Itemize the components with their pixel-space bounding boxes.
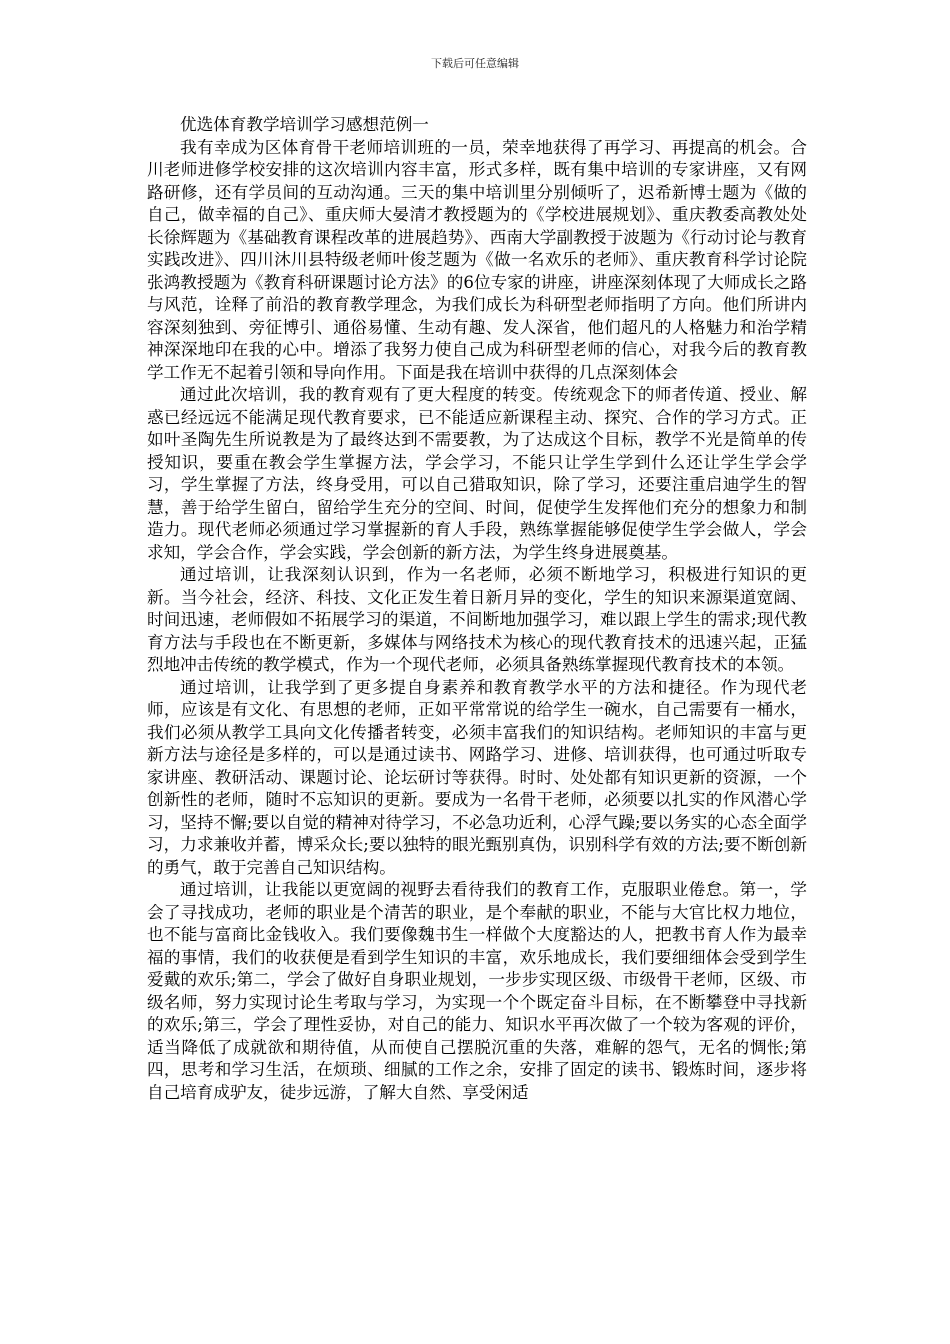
paragraph-4: 通过培训，让我学到了更多提自身素养和教育教学水平的方法和捷径。作为现代老师，应该是有文化、有思想的老师，正如平常常说的给学生一碗水，自己需要有一桶水，我们必须从教学工具向文化传播者转变，必须丰富我们的知识结构。老师知识的丰富与更新方法与途径是多样的，可以是通过读书、网路学习、进修、培训获得，也可通过听取专家讲座、教研活动、课题讨论、论坛研讨等获得。时时、处处都有知识更新的资源，一个创新性的老师，随时不忘知识的更新。要成为一名骨干老师，必须要以扎实的作风潜心学习，坚持不懈;要以自觉的精神对待学习，不必急功近利，心浮气躁;要以务实的心态全面学习，力求兼收并蓄，博采众长;要以独特的眼光甄别真伪，识别科学有效的方法;要不断创新的勇气，敢于完善自己知识结构。	[147, 677, 807, 877]
paragraph-5: 通过培训，让我能以更宽阔的视野去看待我们的教育工作，克服职业倦怠。第一，学会了寻找成功，老师的职业是个清苦的职业，是个奉献的职业，不能与大官比权力地位，也不能与富商比金钱收入。我们要像魏书生一样做个大度豁达的人，把教书育人作为最幸福的事情，我们的收获便是看到学生知识的丰富，欢乐地成长，我们要细细体会受到学生爱戴的欢乐;第二，学会了做好自身职业规划，一步步实现区级、市级骨干老师，区级、市级名师，努力实现讨论生考取与学习，为实现一个个既定奋斗目标，在不断攀登中寻找新的欢乐;第三，学会了理性妥协，对自己的能力、知识水平再次做了一个较为客观的评价，适当降低了成就欲和期待值，从而使自己摆脱沉重的失落，难解的怨气，无名的惆怅;第四，思考和学习生活，在烦琐、细腻的工作之余，安排了固定的读书、锻炼时间，逐步将自己培育成驴友，徒步远游，了解大自然、享受闲适	[147, 880, 807, 1102]
header-note: 下载后可任意编辑	[431, 57, 519, 70]
paragraph-3: 通过培训，让我深刻认识到，作为一名老师，必须不断地学习，积极进行知识的更新。当今社会，经济、科技、文化正发生着日新月异的变化，学生的知识来源渠道宽阔、时间迅速，老师假如不拓展学习的渠道，不间断地加强学习，难以跟上学生的需求;现代教育方法与手段也在不断更新，多媒体与网络技术为核心的现代教育技术的迅速兴起，正猛烈地冲击传统的教学模式，作为一个现代老师，必须具备熟练掌握现代教育技术的本领。	[147, 565, 807, 674]
document-body	[147, 114, 807, 1104]
paragraph-1: 我有幸成为区体育骨干老师培训班的一员，荣幸地获得了再学习、再提高的机会。合川老师进修学校安排的这次培训内容丰富，形式多样，既有集中培训的专家讲座，又有网路研修，还有学员间的互动沟通。三天的集中培训里分别倾听了，迟希新博士题为《做的自己，做幸福的自己》、重庆师大晏清才教授题为的《学校进展规划》、重庆教委高教处处长徐辉题为《基础教育课程改革的进展趋势》、西南大学副教授于波题为《行动讨论与教育实践改进》、四川沐川县特级老师叶俊芝题为《做一名欢乐的老师》、重庆教育科学讨论院张鸿教授题为《教育科研课题讨论方法》的6位专家的讲座，讲座深刻体现了大师成长之路与风范，诠释了前沿的教育教学理念，为我们成长为科研型老师指明了方向。他们所讲内容深刻独到、旁征博引、通俗易懂、生动有趣、发人深省，他们超凡的人格魅力和治学精神深深地印在我的心中。增添了我努力使自己成为科研型老师的信心，对我今后的教育教学工作无不起着引领和导向作用。下面是我在培训中获得的几点深刻体会	[147, 137, 807, 382]
paragraph-2: 通过此次培训，我的教育观有了更大程度的转变。传统观念下的师者传道、授业、解惑已经远远不能满足现代教育要求，已不能适应新课程主动、探究、合作的学习方式。正如叶圣陶先生所说教是为了最终达到不需要教，为了达成这个目标，教学不光是简单的传授知识，要重在教会学生掌握方法，学会学习，不能只让学生学到什么还让学生学会学习，学生掌握了方法，终身受用，可以自己猎取知识，除了学习，还要注重启迪学生的智慧，善于给学生留白，留给学生充分的空间、时间，促使学生发挥他们充分的想象力和制造力。现代老师必须通过学习掌握新的育人手段，熟练掌握能够促使学生学会做人，学会求知，学会合作，学会实践，学会创新的新方法，为学生终身进展奠基。	[147, 385, 807, 562]
document-title: 优选体育教学培训学习感想范例一	[180, 115, 429, 134]
